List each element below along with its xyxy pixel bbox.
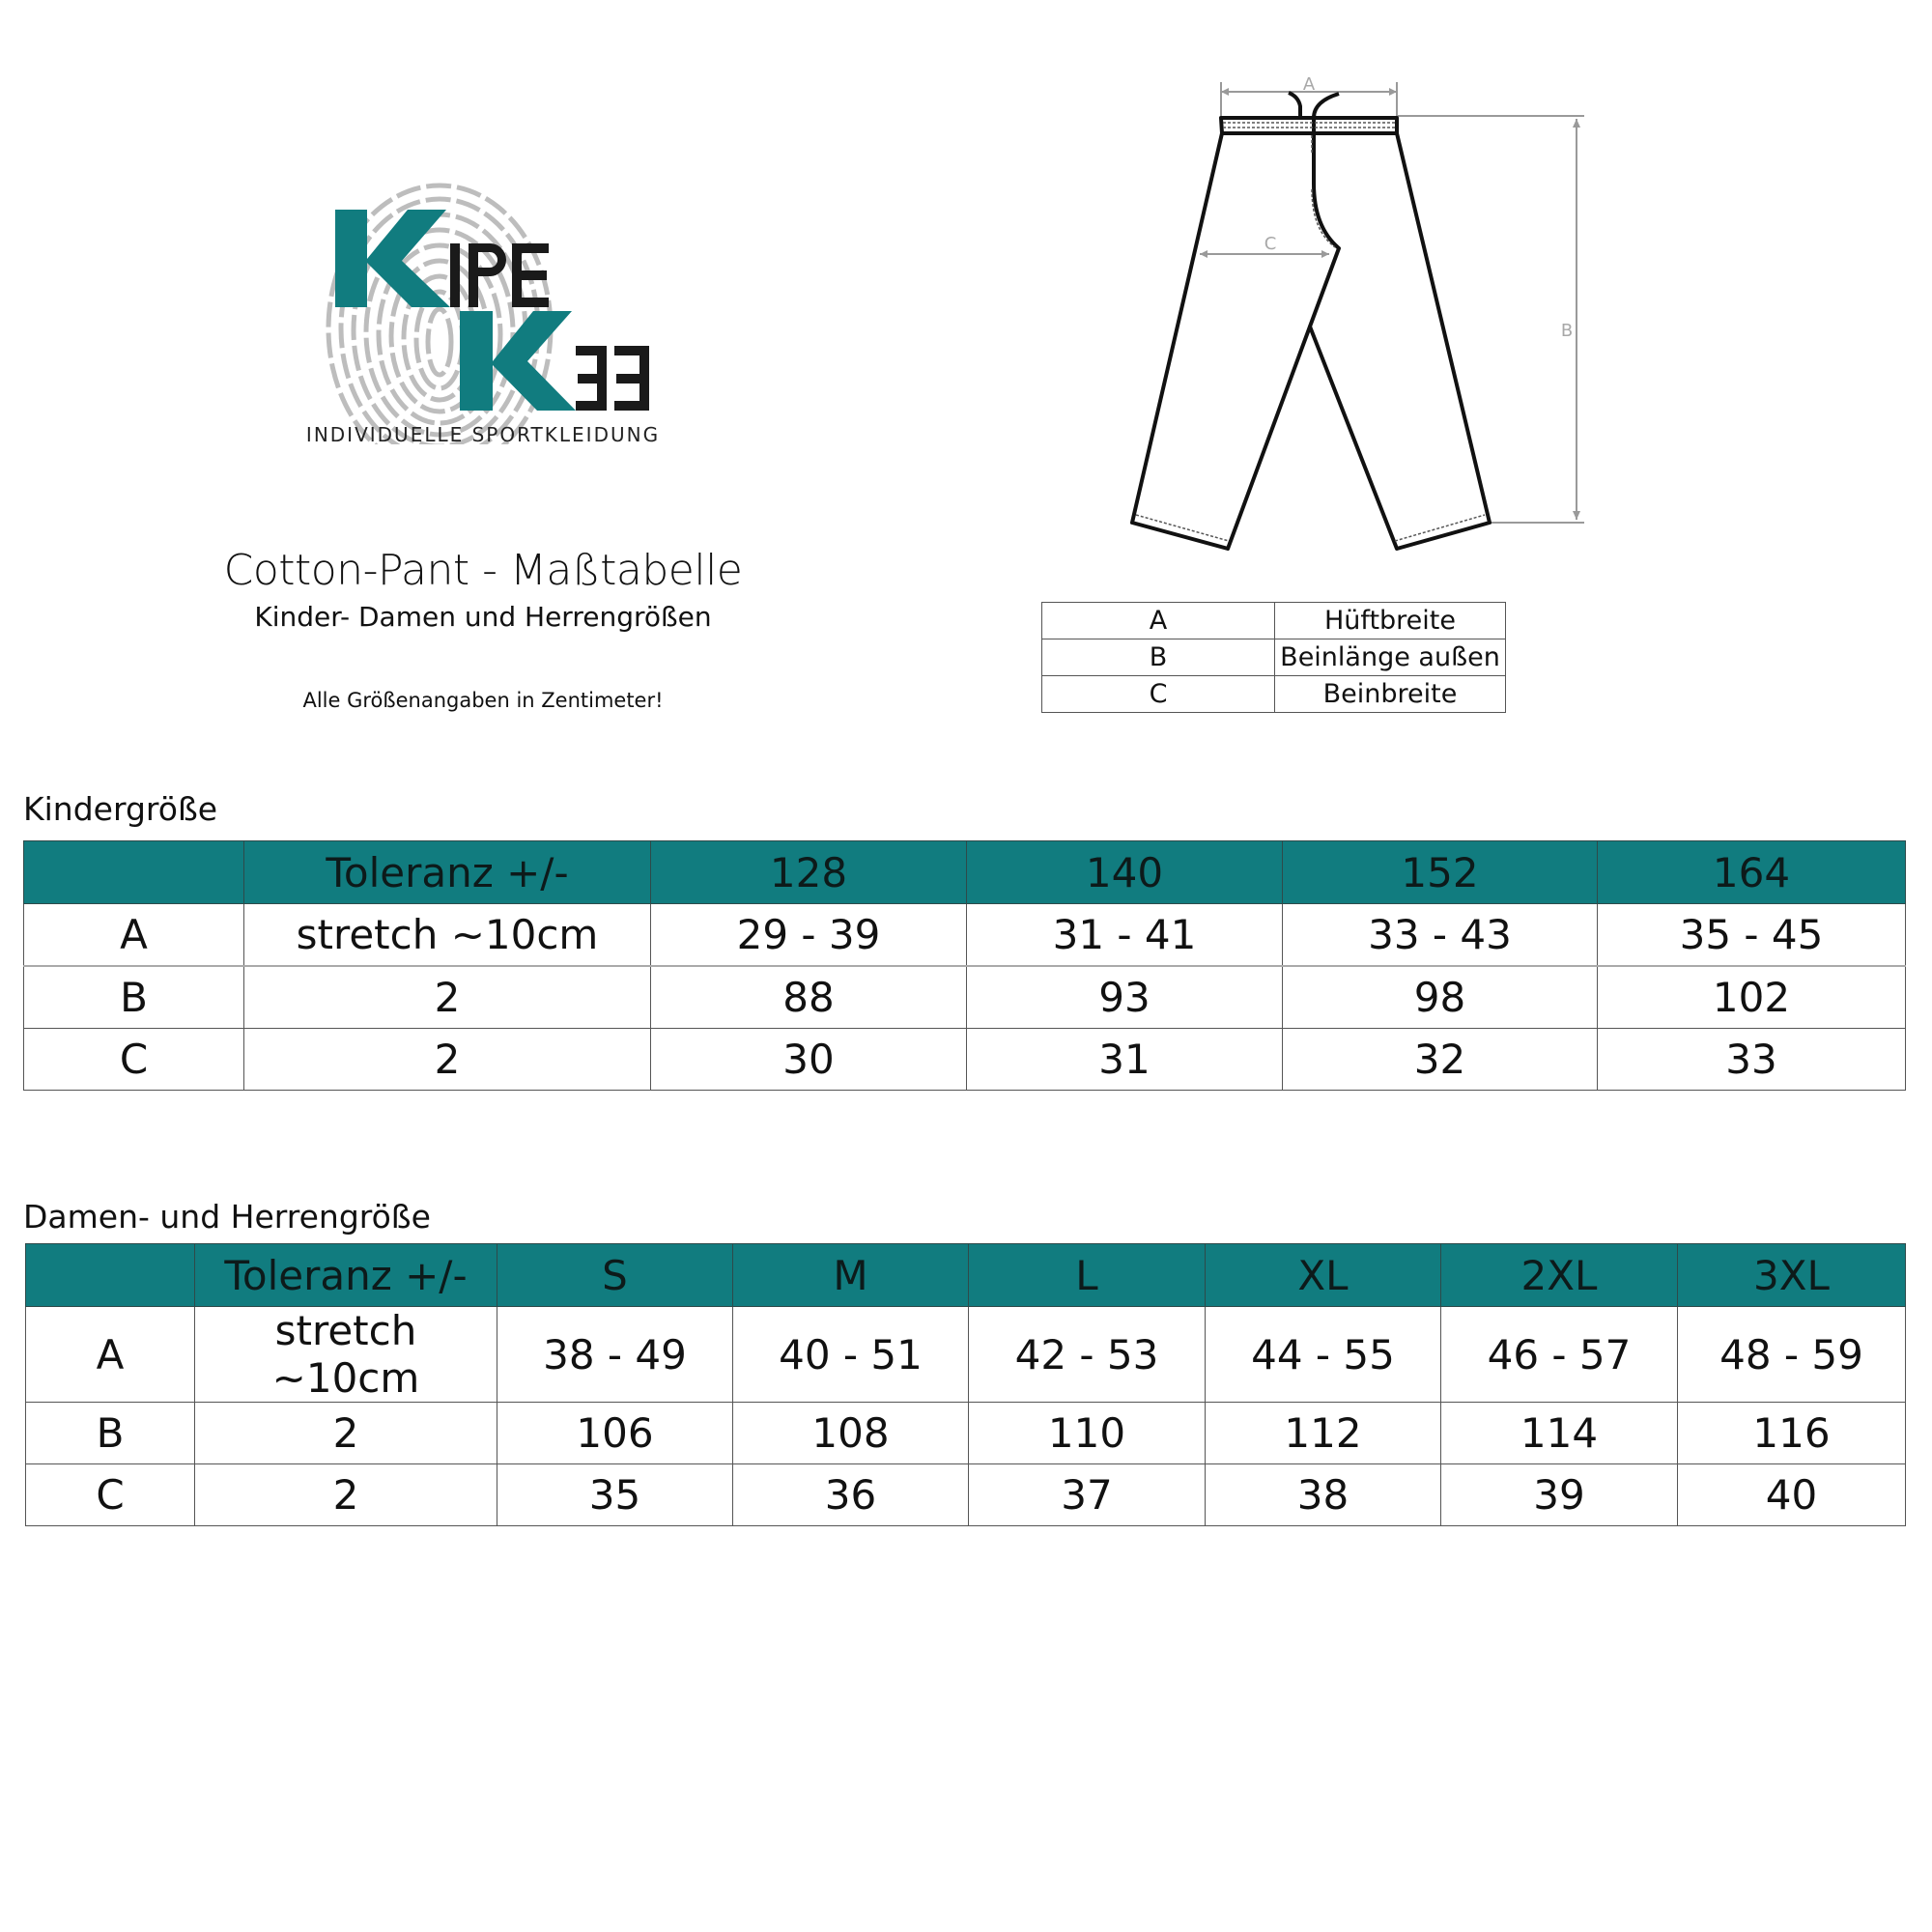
page-title: Cotton-Pant - Maßtabelle	[223, 546, 743, 595]
header-cell	[26, 1244, 195, 1307]
measure-b-label: B	[1560, 321, 1574, 341]
value-cell: 36	[733, 1464, 969, 1526]
measure-b-arrow	[1397, 116, 1584, 523]
kinder-section-title: Kindergröße	[23, 790, 218, 828]
value-cell: 37	[969, 1464, 1206, 1526]
header-cell: 164	[1598, 841, 1906, 904]
value-cell: 40 - 51	[733, 1307, 969, 1403]
value-cell: 35 - 45	[1598, 904, 1906, 967]
header-cell: XL	[1206, 1244, 1441, 1307]
value-cell: 102	[1598, 966, 1906, 1029]
value-cell: 31	[967, 1029, 1283, 1091]
legend-label: Beinlänge außen	[1275, 639, 1506, 676]
value-cell: 114	[1441, 1403, 1678, 1464]
header-cell: 152	[1283, 841, 1598, 904]
row-key: B	[24, 966, 244, 1029]
damen-herren-size-table	[25, 1243, 1906, 1526]
legend-row	[1042, 603, 1506, 639]
header-cell	[24, 841, 244, 904]
header-cell: L	[969, 1244, 1206, 1307]
header-cell: 2XL	[1441, 1244, 1678, 1307]
value-cell: 29 - 39	[651, 904, 967, 967]
value-cell: 40	[1678, 1464, 1906, 1526]
header-cell: S	[497, 1244, 733, 1307]
header-cell: Toleranz +/-	[244, 841, 651, 904]
kinder-size-table	[23, 840, 1906, 1091]
table-row	[24, 1029, 1906, 1091]
table-row	[26, 1464, 1906, 1526]
value-cell: 116	[1678, 1403, 1906, 1464]
value-cell: 39	[1441, 1464, 1678, 1526]
header-cell: Toleranz +/-	[195, 1244, 497, 1307]
measurement-legend-table	[1041, 602, 1506, 713]
table-row	[26, 1307, 1906, 1403]
logo-tagline: INDIVIDUELLE SPORTKLEIDUNG	[305, 423, 661, 446]
value-cell: 46 - 57	[1441, 1307, 1678, 1403]
table-row	[24, 966, 1906, 1029]
legend-row	[1042, 676, 1506, 713]
damen-herren-section-title: Damen- und Herrengröße	[23, 1198, 431, 1236]
table-row	[24, 904, 1906, 967]
header-cell: 128	[651, 841, 967, 904]
table-row	[26, 1403, 1906, 1464]
value-cell: 33	[1598, 1029, 1906, 1091]
header-cell: M	[733, 1244, 969, 1307]
pants-diagram	[1121, 58, 1604, 560]
legend-key: B	[1042, 639, 1275, 676]
value-cell: 112	[1206, 1403, 1441, 1464]
value-cell: 93	[967, 966, 1283, 1029]
row-key: A	[24, 904, 244, 967]
tolerance-cell: stretch ~10cm	[195, 1307, 497, 1403]
value-cell: 88	[651, 966, 967, 1029]
value-cell: 110	[969, 1403, 1206, 1464]
tolerance-cell: 2	[244, 966, 651, 1029]
logo-line2	[460, 311, 649, 411]
value-cell: 42 - 53	[969, 1307, 1206, 1403]
row-key: C	[26, 1464, 195, 1526]
measure-c-label: C	[1264, 234, 1277, 254]
row-key: A	[26, 1307, 195, 1403]
legend-label: Beinbreite	[1275, 676, 1506, 713]
table-header-row	[24, 841, 1906, 904]
row-key: B	[26, 1403, 195, 1464]
value-cell: 106	[497, 1403, 733, 1464]
value-cell: 35	[497, 1464, 733, 1526]
tolerance-cell: 2	[195, 1403, 497, 1464]
tolerance-cell: 2	[244, 1029, 651, 1091]
row-key: C	[24, 1029, 244, 1091]
value-cell: 108	[733, 1403, 969, 1464]
value-cell: 38 - 49	[497, 1307, 733, 1403]
page-subtitle: Kinder- Damen und Herrengrößen	[254, 601, 712, 633]
value-cell: 98	[1283, 966, 1598, 1029]
measure-a-label: A	[1302, 74, 1316, 95]
legend-label: Hüftbreite	[1275, 603, 1506, 639]
value-cell: 31 - 41	[967, 904, 1283, 967]
value-cell: 38	[1206, 1464, 1441, 1526]
legend-key: A	[1042, 603, 1275, 639]
pants-outline-icon	[1132, 93, 1490, 549]
header-cell: 140	[967, 841, 1283, 904]
value-cell: 33 - 43	[1283, 904, 1598, 967]
legend-row	[1042, 639, 1506, 676]
table-header-row	[26, 1244, 1906, 1307]
legend-key: C	[1042, 676, 1275, 713]
value-cell: 44 - 55	[1206, 1307, 1441, 1403]
units-note: Alle Größenangaben in Zentimeter!	[302, 689, 664, 712]
tolerance-cell: stretch ~10cm	[244, 904, 651, 967]
value-cell: 30	[651, 1029, 967, 1091]
tolerance-cell: 2	[195, 1464, 497, 1526]
value-cell: 48 - 59	[1678, 1307, 1906, 1403]
value-cell: 32	[1283, 1029, 1598, 1091]
header-cell: 3XL	[1678, 1244, 1906, 1307]
